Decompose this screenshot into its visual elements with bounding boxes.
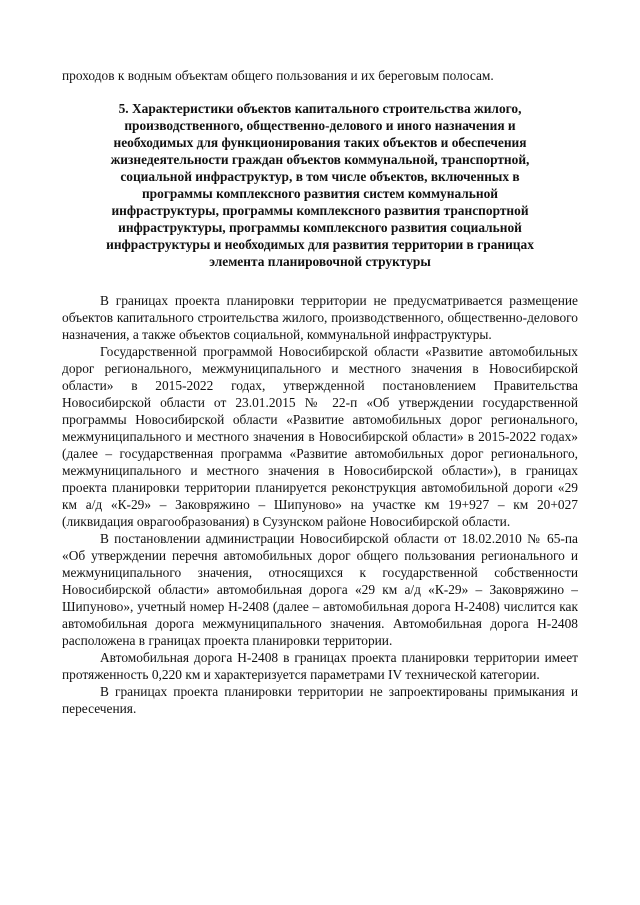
paragraph: Государственной программой Новосибирской области «Развитие автомобильных дорог регионального, межмуниципального и местного значения в Новосибирской области» в 2015-2022 годах, утвержденной постановлением Правительства Новосибирской области от 23.01.2015 № 22-п «Об утверждении государственной программы Новосибирской области «Развитие автомобильных дорог регионального, межмуниципального и местного значения в Новосибирской области» в 2015-2022 годах» (далее – государственная программа «Развитие автомобильных дорог регионального, межмуниципального и местного значения в Новосибирской области»), в границах проекта планировки территории планируется реконструкция автомобильной дороги «29 км а/д «К-29» – Заковряжино – Шипуново» на участке км 19+927 – км 20+027 (ликвидация оврагообразования) в Сузунском районе Новосибирской области. xyxy=(62,344,578,529)
body-text xyxy=(62,292,578,717)
paragraph: В границах проекта планировки территории не предусматривается размещение объектов капитального строительства жилого, производственного, общественно-делового назначения, а также объектов социальной, коммунальной инфраструктуры. xyxy=(62,293,578,342)
paragraph: В границах проекта планировки территории не запроектированы примыкания и пересечения. xyxy=(62,684,578,716)
continuation-line: проходов к водным объектам общего пользования и их береговым полосам. xyxy=(62,68,494,83)
paragraph: В постановлении администрации Новосибирской области от 18.02.2010 № 65-па «Об утверждении перечня автомобильных дорог общего пользования регионального и межмуниципального значения, относящихся к государственной собственности Новосибирской области» автомобильная дорога «29 км а/д «К-29» – Заковряжино – Шипуново», учетный номер Н-2408 (далее – автомобильная дорога Н-2408) числится как автомобильная дорога межмуниципального значения. Автомобильная дорога Н-2408 расположена в границах проекта планировки территории. xyxy=(62,531,578,648)
paragraph: Автомобильная дорога Н-2408 в границах проекта планировки территории имеет протяженность 0,220 км и характеризуется параметрами IV технической категории. xyxy=(62,650,578,682)
section-heading: 5. Характеристики объектов капитального строительства жилого, производственного, общественно-делового и иного назначения и необходимых для функционирования таких объектов и обеспечения жизнедеятельности граждан объектов коммунальной, транспортной, социальной инфраструктур, в том числе объектов, включенных в программы комплексного развития систем коммунальной инфраструктуры, программы комплексного развития транспортной инфраструктуры, программы комплексного развития социальной инфраструктуры и необходимых для развития территории в границах элемента планировочной структуры xyxy=(106,101,534,269)
